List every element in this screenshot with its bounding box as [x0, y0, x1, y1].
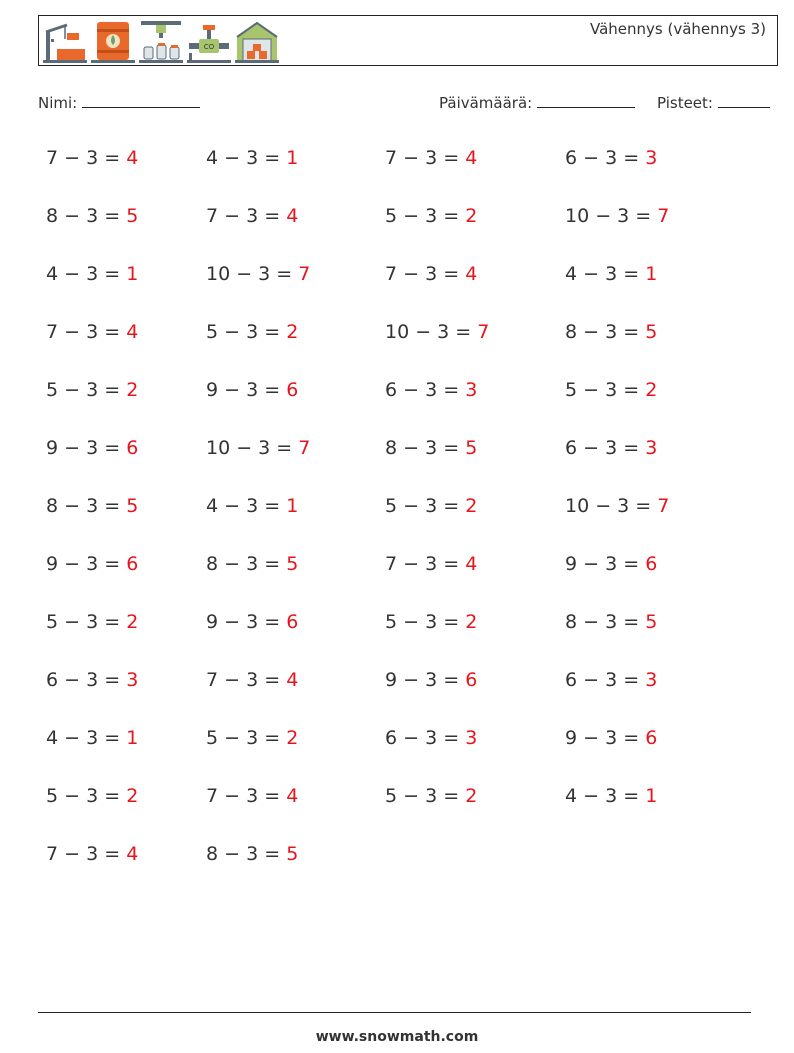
problem-answer: 6	[645, 727, 658, 749]
problem-question: 10 − 3 =	[565, 495, 652, 517]
problem-answer: 5	[286, 553, 299, 575]
problem-answer: 5	[286, 843, 299, 865]
problem-question: 9 − 3 =	[565, 727, 640, 749]
problem-item	[565, 669, 657, 691]
problem-item	[206, 785, 298, 807]
problem-answer: 6	[465, 669, 478, 691]
problem-question: 8 − 3 =	[206, 553, 281, 575]
problem-answer: 7	[298, 437, 311, 459]
problem-question: 5 − 3 =	[385, 611, 460, 633]
problem-item	[385, 437, 477, 459]
problem-answer: 6	[286, 379, 299, 401]
problem-answer: 7	[657, 495, 670, 517]
problem-question: 9 − 3 =	[46, 553, 121, 575]
problem-answer: 4	[126, 147, 139, 169]
problem-question: 7 − 3 =	[385, 147, 460, 169]
problem-item	[385, 669, 477, 691]
problem-question: 5 − 3 =	[46, 611, 121, 633]
problem-item	[46, 205, 138, 227]
problem-item	[385, 611, 477, 633]
problem-answer: 1	[645, 785, 658, 807]
problem-answer: 5	[126, 205, 139, 227]
problem-question: 5 − 3 =	[385, 495, 460, 517]
problem-item	[385, 495, 477, 517]
problem-question: 10 − 3 =	[206, 437, 293, 459]
problem-item	[385, 147, 477, 169]
problem-item	[206, 321, 298, 343]
problem-item	[565, 785, 657, 807]
problem-item	[46, 379, 138, 401]
problem-question: 8 − 3 =	[565, 611, 640, 633]
problem-item	[46, 669, 138, 691]
problem-item	[385, 321, 489, 343]
problem-answer: 3	[126, 669, 139, 691]
problem-item	[565, 727, 657, 749]
problem-item	[565, 263, 657, 285]
problem-question: 7 − 3 =	[46, 321, 121, 343]
problem-answer: 5	[645, 321, 658, 343]
problem-item	[206, 379, 298, 401]
problem-item	[565, 205, 669, 227]
problem-answer: 6	[645, 553, 658, 575]
problem-question: 10 − 3 =	[565, 205, 652, 227]
problem-question: 9 − 3 =	[565, 553, 640, 575]
problem-item	[565, 321, 657, 343]
problem-item	[46, 263, 138, 285]
problem-question: 8 − 3 =	[46, 495, 121, 517]
problem-answer: 4	[126, 843, 139, 865]
problem-question: 7 − 3 =	[385, 553, 460, 575]
problem-question: 6 − 3 =	[565, 437, 640, 459]
problem-question: 9 − 3 =	[46, 437, 121, 459]
problem-answer: 5	[645, 611, 658, 633]
problem-item	[565, 553, 657, 575]
date-blank[interactable]	[537, 93, 635, 108]
problem-item	[385, 379, 477, 401]
problem-answer: 5	[126, 495, 139, 517]
problem-item	[385, 263, 477, 285]
problem-question: 7 − 3 =	[206, 669, 281, 691]
problem-item	[565, 495, 669, 517]
problem-question: 9 − 3 =	[385, 669, 460, 691]
problem-question: 9 − 3 =	[206, 379, 281, 401]
problem-question: 10 − 3 =	[206, 263, 293, 285]
problem-question: 7 − 3 =	[206, 785, 281, 807]
problem-answer: 4	[465, 553, 478, 575]
problem-item	[46, 495, 138, 517]
problem-question: 4 − 3 =	[46, 263, 121, 285]
problem-answer: 2	[465, 785, 478, 807]
problem-answer: 7	[477, 321, 490, 343]
problem-answer: 2	[286, 321, 299, 343]
problem-question: 4 − 3 =	[565, 263, 640, 285]
footer-divider	[38, 1012, 751, 1013]
worksheet-header	[38, 15, 778, 66]
warehouse-icon	[235, 19, 279, 63]
problem-answer: 4	[465, 263, 478, 285]
problem-answer: 6	[286, 611, 299, 633]
bottling-machine-icon	[139, 19, 183, 63]
problem-answer: 1	[126, 727, 139, 749]
problem-question: 4 − 3 =	[206, 495, 281, 517]
problem-question: 6 − 3 =	[385, 727, 460, 749]
problem-question: 4 − 3 =	[206, 147, 281, 169]
problem-item	[565, 611, 657, 633]
problem-item	[206, 727, 298, 749]
oil-barrel-icon	[91, 19, 135, 63]
problem-answer: 6	[126, 437, 139, 459]
problem-question: 5 − 3 =	[385, 205, 460, 227]
crane-factory-icon	[43, 19, 87, 63]
problem-answer: 4	[286, 669, 299, 691]
problem-answer: 2	[286, 727, 299, 749]
problem-item	[206, 263, 310, 285]
problem-answer: 5	[465, 437, 478, 459]
problem-item	[206, 843, 298, 865]
problem-question: 4 − 3 =	[565, 785, 640, 807]
problem-question: 6 − 3 =	[385, 379, 460, 401]
problem-question: 5 − 3 =	[46, 379, 121, 401]
score-field	[657, 93, 770, 112]
problem-item	[206, 553, 298, 575]
problem-answer: 7	[657, 205, 670, 227]
problem-answer: 2	[126, 379, 139, 401]
name-label: Nimi:	[38, 94, 78, 112]
problem-answer: 2	[645, 379, 658, 401]
problem-question: 7 − 3 =	[385, 263, 460, 285]
name-field	[38, 93, 200, 112]
problem-item	[46, 553, 138, 575]
problem-item	[46, 727, 138, 749]
problem-answer: 4	[465, 147, 478, 169]
date-label: Päivämäärä:	[439, 94, 533, 112]
problem-item	[206, 495, 298, 517]
problem-question: 7 − 3 =	[46, 147, 121, 169]
problem-answer: 7	[298, 263, 311, 285]
problem-item	[206, 147, 298, 169]
problem-item	[385, 727, 477, 749]
problem-item	[46, 437, 138, 459]
problem-answer: 3	[465, 727, 478, 749]
problem-item	[206, 437, 310, 459]
problem-question: 6 − 3 =	[46, 669, 121, 691]
problem-question: 6 − 3 =	[565, 147, 640, 169]
problem-answer: 3	[465, 379, 478, 401]
problem-item	[46, 147, 138, 169]
problem-answer: 2	[465, 205, 478, 227]
problem-answer: 2	[126, 785, 139, 807]
problem-question: 5 − 3 =	[206, 727, 281, 749]
worksheet-title: Vähennys (vähennys 3)	[589, 20, 766, 38]
problem-question: 6 − 3 =	[565, 669, 640, 691]
problem-answer: 2	[465, 495, 478, 517]
problem-question: 5 − 3 =	[206, 321, 281, 343]
problem-item	[46, 321, 138, 343]
footer-site: www.snowmath.com	[315, 1029, 479, 1045]
problem-question: 5 − 3 =	[46, 785, 121, 807]
problem-question: 8 − 3 =	[46, 205, 121, 227]
problem-answer: 6	[126, 553, 139, 575]
problem-question: 8 − 3 =	[565, 321, 640, 343]
problem-question: 10 − 3 =	[385, 321, 472, 343]
problem-item	[206, 611, 298, 633]
problem-item	[206, 205, 298, 227]
header-icons	[43, 19, 279, 63]
problem-item	[46, 785, 138, 807]
problem-question: 4 − 3 =	[46, 727, 121, 749]
problem-answer: 3	[645, 437, 658, 459]
problem-answer: 4	[286, 205, 299, 227]
date-field	[439, 93, 635, 112]
score-label: Pisteet:	[657, 94, 713, 112]
problem-item	[46, 843, 138, 865]
problem-item	[565, 379, 657, 401]
problem-answer: 4	[286, 785, 299, 807]
name-blank[interactable]	[82, 93, 200, 108]
problem-question: 7 − 3 =	[46, 843, 121, 865]
problem-item	[206, 669, 298, 691]
score-blank[interactable]	[718, 93, 770, 108]
problem-answer: 1	[286, 495, 299, 517]
problem-answer: 2	[465, 611, 478, 633]
problem-item	[385, 553, 477, 575]
problem-item	[565, 147, 657, 169]
problem-item	[46, 611, 138, 633]
problem-answer: 1	[126, 263, 139, 285]
problem-answer: 2	[126, 611, 139, 633]
problem-item	[385, 785, 477, 807]
problem-answer: 1	[286, 147, 299, 169]
problem-question: 9 − 3 =	[206, 611, 281, 633]
problem-question: 5 − 3 =	[565, 379, 640, 401]
problem-question: 8 − 3 =	[206, 843, 281, 865]
problem-question: 8 − 3 =	[385, 437, 460, 459]
problem-item	[385, 205, 477, 227]
problem-question: 5 − 3 =	[385, 785, 460, 807]
problem-answer: 3	[645, 669, 658, 691]
svg-text:CO: CO	[203, 43, 215, 51]
problem-item	[565, 437, 657, 459]
problem-answer: 3	[645, 147, 658, 169]
problem-answer: 4	[126, 321, 139, 343]
problem-answer: 1	[645, 263, 658, 285]
co2-pipe-icon	[187, 19, 231, 63]
problem-question: 7 − 3 =	[206, 205, 281, 227]
